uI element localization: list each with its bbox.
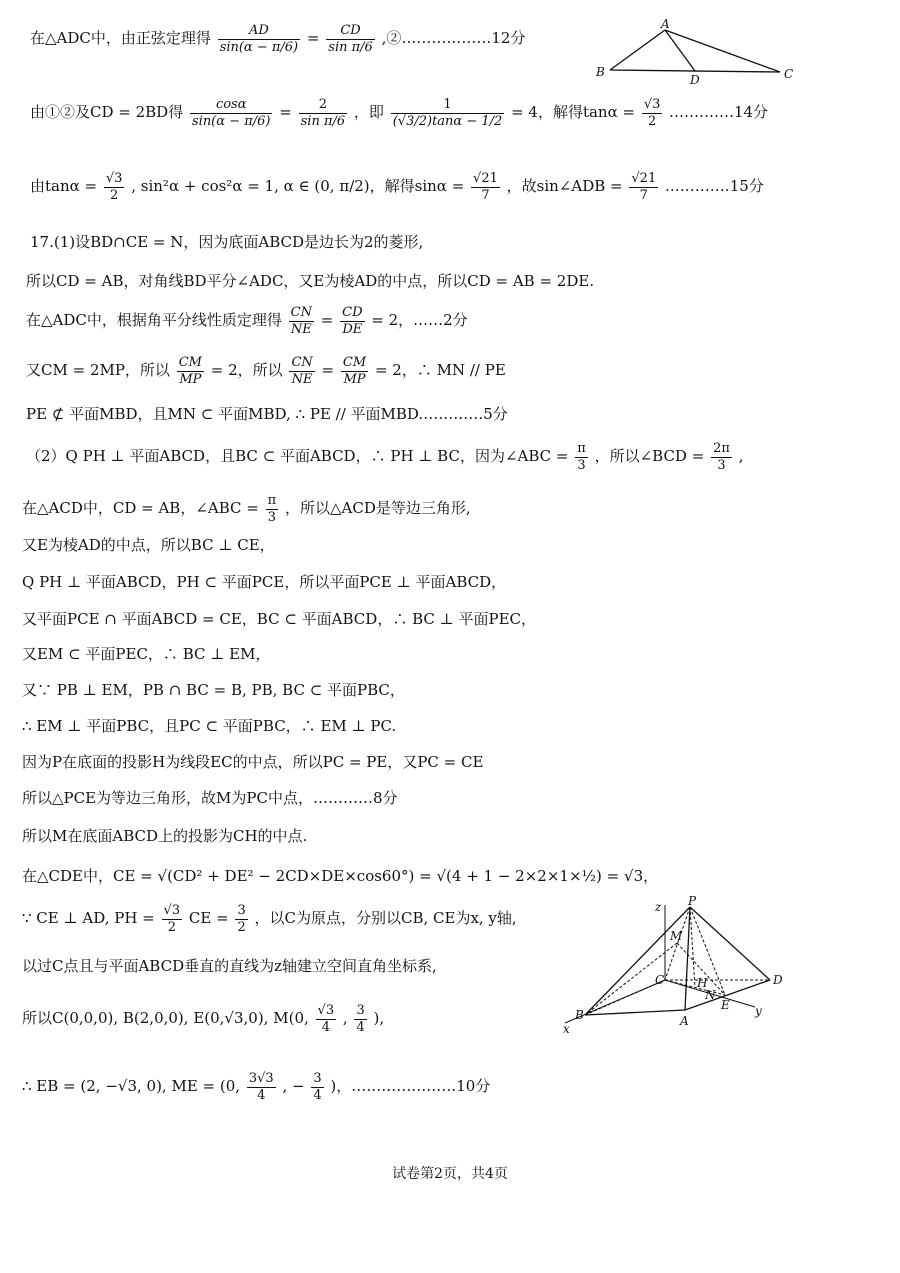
p2-line-13: ∵ CE ⊥ AD, PH = $\frac{√3}{2}$ CE = $\frac{3}{2}$ ，以C为原点，分别以CB, CE为x, y轴, (22, 902, 517, 935)
label-a: A (661, 18, 670, 31)
label-x: x (563, 1022, 570, 1036)
p2-line-15: 所以C(0,0,0), B(2,0,0), E(0,√3,0), M(0, $\frac{√3}{4}$ , $\frac{3}{4}$ ), (22, 1002, 385, 1035)
score-note: )，…………………10分 (330, 1077, 491, 1095)
sin-solution-line: 由tanα = $\frac{√3}{2}$ , sin²α + cos²α = 1, α ∈ (0, π/2)，解得sinα = $\frac{√21}{7}$ ，故sin∠ADB = $\frac{√21}{7}$ .…………15分 (30, 170, 764, 203)
score-note: .…………14分 (669, 103, 769, 121)
triangle-figure (590, 18, 800, 88)
p2-line-6: 又EM ⊂ 平面PEC，∴ BC ⊥ EM， (22, 645, 271, 663)
score-note: .…………15分 (665, 177, 764, 195)
p2-line-4: Q PH ⊥ 平面ABCD，PH ⊂ 平面PCE，所以平面PCE ⊥ 平面ABCD， (22, 573, 507, 591)
pyramid-figure (555, 895, 800, 1040)
p2-line-3: 又E为棱AD的中点，所以BC ⊥ CE， (22, 536, 275, 554)
p17-line-1: 17.(1)设BD∩CE = N，因为底面ABCD是边长为2的菱形, (30, 233, 424, 251)
label-h: H (697, 976, 708, 990)
label-c: C (784, 67, 794, 81)
fraction: $\frac{AD}{\sin(\alpha - \pi/6)}$ (219, 22, 299, 55)
label-a: A (680, 1014, 689, 1028)
label-e: E (721, 998, 730, 1012)
label-n: N (705, 988, 716, 1002)
label-m: M (670, 929, 683, 943)
p17-line-5: PE ⊄ 平面MBD，且MN ⊂ 平面MBD, ∴ PE // 平面MBD.…………5分 (26, 405, 508, 423)
label-d: D (773, 973, 783, 987)
p2-line-10: 所以△PCE为等边三角形，故M为PC中点，…………8分 (22, 789, 398, 807)
label-c: C (655, 973, 665, 987)
p2-line-7: 又∵ PB ⊥ EM，PB ∩ BC = B, PB, BC ⊂ 平面PBC， (22, 681, 405, 699)
score-note: = 2，……2分 (371, 311, 468, 329)
p2-line-12: 在△CDE中，CE = √(CD² + DE² − 2CD×DE×cos60°) = √(4 + 1 − 2×2×1×½) = √3， (22, 867, 659, 885)
p2-line-5: 又平面PCE ∩ 平面ABCD = CE，BC ⊂ 平面ABCD，∴ BC ⊥ 平面PEC， (22, 610, 537, 628)
p2-line-8: ∴ EM ⊥ 平面PBC，且PC ⊂ 平面PBC，∴ EM ⊥ PC. (22, 717, 397, 735)
label-y: y (755, 1004, 762, 1018)
law-of-sines-line: 在△ADC中，由正弦定理得 $\frac{AD}{\sin(\alpha - \pi/6)}$ = $\frac{CD}{\text{sin π/6}}$ ,②………………12分 (30, 22, 526, 55)
label-d: D (690, 73, 700, 87)
p17-line-2: 所以CD = AB，对角线BD平分∠ADC，又E为棱AD的中点，所以CD = AB = 2DE. (26, 272, 595, 290)
label-z: z (655, 900, 662, 914)
p2-line-1: （2）Q PH ⊥ 平面ABCD，且BC ⊂ 平面ABCD，∴ PH ⊥ BC，因为∠ABC = $\frac{\pi}{3}$ ，所以∠BCD = $\frac{2\pi}{3}$ , (26, 440, 744, 473)
p17-line-3: 在△ADC中，根据角平分线性质定理得 $\frac{CN}{NE}$ = $\frac{CD}{DE}$ = 2，……2分 (26, 304, 468, 337)
p2-line-11: 所以M在底面ABCD上的投影为CH的中点. (22, 827, 308, 845)
text: 在△ADC中，由正弦定理得 (30, 29, 211, 47)
score-note: ,②………………12分 (381, 29, 526, 47)
label-p: P (688, 895, 697, 908)
edge-ac (665, 30, 780, 72)
p2-line-16: ∴ EB = (2, −√3, 0), ME = (0, $\frac{3√3}{4}$ , − $\frac{3}{4}$ )，…………………10分 (22, 1070, 491, 1103)
edge-ba (610, 30, 665, 70)
p17-line-4: 又CM = 2MP，所以 $\frac{CM}{MP}$ = 2，所以 $\frac{CN}{NE}$ = $\frac{CM}{MP}$ = 2，∴ MN // PE (26, 354, 506, 387)
label-b: B (596, 65, 605, 79)
p2-line-14: 以过C点且与平面ABCD垂直的直线为z轴建立空间直角坐标系, (22, 957, 437, 975)
fraction: $\frac{CD}{\text{sin π/6}}$ (328, 22, 373, 55)
page-footer: 试卷第2页，共4页 (392, 1166, 508, 1182)
label-b: B (575, 1008, 584, 1022)
p2-line-2: 在△ACD中，CD = AB，∠ABC = $\frac{\pi}{3}$ ，所以△ACD是等边三角形, (22, 492, 471, 525)
tan-solution-line: 由①②及CD = 2BD得 $\frac{\cos\alpha}{\sin(\alpha - \pi/6)}$ = $\frac{2}{\text{sin π/6}}$ ，即 $\frac{1}{(√3/2)\tan\alpha - 1/2}$ = 4，解得tanα = $\frac{√3}{2}$ .…………14分 (30, 96, 769, 129)
p2-line-9: 因为P在底面的投影H为线段EC的中点，所以PC = PE，又PC = CE (22, 753, 484, 771)
